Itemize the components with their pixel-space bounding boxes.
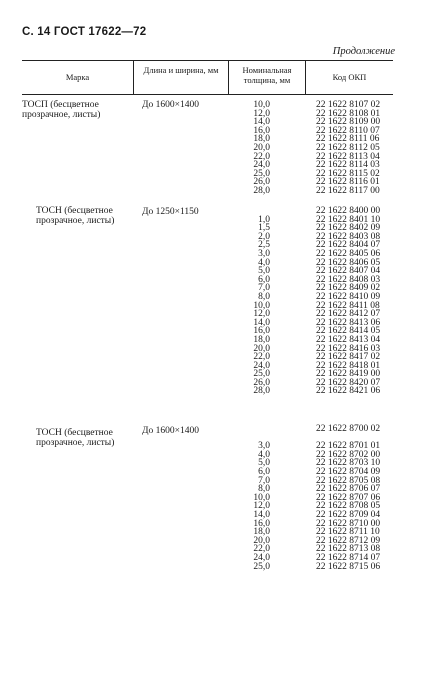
thickness-cell: 24,0: [253, 360, 270, 371]
okp-code-cell: 22 1622 8713 08: [316, 544, 381, 555]
okp-code-cell: 22 1622 8111 06: [316, 134, 380, 145]
okp-code-cell: 22 1622 8113 04: [316, 151, 380, 162]
okp-code-cell: 22 1622 8401 10: [316, 214, 381, 225]
thickness-cell: 12,0: [253, 309, 270, 320]
thickness-cell: 10,0: [253, 100, 270, 110]
okp-code-cell: 22 1622 8402 09: [316, 223, 381, 234]
thickness-cell: 14,0: [253, 117, 270, 128]
thickness-cell: 16,0: [253, 125, 270, 136]
okp-code-cell: 22 1622 8712 09: [316, 535, 381, 546]
col-divider-2: [228, 60, 229, 94]
thickness-cell: 18,0: [253, 334, 270, 345]
thickness-cell: 25,0: [253, 168, 270, 179]
okp-code-cell: 22 1622 8414 05: [316, 326, 381, 337]
thickness-cell: 3,0: [258, 441, 270, 452]
okp-code-cell: 22 1622 8704 09: [316, 466, 381, 477]
thickness-cell: 28,0: [253, 185, 270, 196]
thickness-cell: 14,0: [253, 509, 270, 520]
group-2-brand: ТОСН (бесцветное прозрачное, листы): [36, 206, 115, 226]
thickness-cell: 5,0: [258, 266, 270, 277]
table-top-rule: [22, 60, 393, 61]
okp-code-cell: 22 1622 8413 06: [316, 317, 381, 328]
table-row: [240, 387, 416, 396]
okp-code-cell: 22 1622 8703 10: [316, 458, 381, 469]
thickness-cell: 20,0: [253, 142, 270, 153]
col-header-thickness: Номинальная толщина, мм: [242, 65, 292, 85]
thickness-cell: 2,5: [258, 240, 270, 251]
thickness-cell: 1,0: [258, 214, 270, 225]
okp-code-cell: 22 1622 8107 02: [316, 100, 381, 110]
okp-code-cell: 22 1622 8707 06: [316, 492, 381, 503]
okp-code-cell: 22 1622 8706 07: [316, 484, 381, 495]
col-header-size: Длина и ширина, мм: [143, 65, 219, 75]
thickness-cell: 2,0: [258, 231, 270, 242]
thickness-cell: 10,0: [253, 492, 270, 503]
thickness-cell: 26,0: [253, 377, 270, 388]
thickness-cell: 16,0: [253, 518, 270, 529]
col-divider-1: [133, 60, 134, 94]
thickness-cell: 6,0: [258, 466, 270, 477]
table-row: [240, 563, 416, 572]
thickness-cell: 26,0: [253, 177, 270, 188]
okp-code-cell: 22 1622 8409 02: [316, 283, 381, 294]
okp-code-cell: 22 1622 8412 07: [316, 309, 381, 320]
thickness-cell: 22,0: [253, 352, 270, 363]
thickness-cell: 5,0: [258, 458, 270, 469]
thickness-cell: 12,0: [253, 108, 270, 119]
okp-code-cell: 22 1622 8411 08: [316, 300, 380, 311]
continuation-label: Продолжение: [332, 46, 395, 57]
okp-code-cell: 22 1622 8405 06: [316, 248, 381, 259]
group-3-brand: ТОСН (бесцветное прозрачное, листы): [36, 428, 115, 448]
thickness-cell: 24,0: [253, 160, 270, 171]
thickness-cell: 7,0: [258, 475, 270, 486]
okp-code-cell: 22 1622 8404 07: [316, 240, 381, 251]
thickness-cell: 1,5: [258, 223, 270, 234]
thickness-cell: 25,0: [253, 561, 270, 572]
thickness-cell: 12,0: [253, 501, 270, 512]
table-row: [240, 187, 416, 196]
okp-code-cell: 22 1622 8403 08: [316, 231, 381, 242]
group-1-size: До 1600×1400: [142, 100, 199, 110]
thickness-cell: 16,0: [253, 326, 270, 337]
thickness-cell: 20,0: [253, 535, 270, 546]
okp-code-cell: 22 1622 8110 07: [316, 125, 380, 136]
thickness-cell: 18,0: [253, 134, 270, 145]
thickness-cell: 20,0: [253, 343, 270, 354]
thickness-cell: 18,0: [253, 527, 270, 538]
okp-code-cell: 22 1622 8705 08: [316, 475, 381, 486]
okp-code-cell: 22 1622 8408 03: [316, 274, 381, 285]
okp-code-cell: 22 1622 8701 01: [316, 441, 381, 452]
okp-code-cell: 22 1622 8700 02: [316, 424, 381, 434]
okp-code-cell: 22 1622 8702 00: [316, 449, 381, 460]
okp-code-cell: 22 1622 8400 00: [316, 206, 381, 216]
okp-code-cell: 22 1622 8715 06: [316, 561, 381, 572]
okp-code-cell: 22 1622 8116 01: [316, 177, 380, 188]
group-3-rows: [240, 425, 416, 571]
okp-code-cell: 22 1622 8410 09: [316, 291, 381, 302]
okp-code-cell: 22 1622 8114 03: [316, 160, 380, 171]
okp-code-cell: 22 1622 8420 07: [316, 377, 381, 388]
okp-code-cell: 22 1622 8406 05: [316, 257, 381, 268]
thickness-cell: 28,0: [253, 386, 270, 397]
group-1-rows: [240, 101, 416, 196]
okp-code-cell: 22 1622 8108 01: [316, 108, 381, 119]
okp-code-cell: 22 1622 8419 00: [316, 369, 381, 380]
okp-code-cell: 22 1622 8708 05: [316, 501, 381, 512]
thickness-cell: 24,0: [253, 552, 270, 563]
page-header: С. 14 ГОСТ 17622—72: [22, 26, 147, 38]
col-header-okp: Код ОКП: [332, 72, 367, 82]
okp-code-cell: 22 1622 8417 02: [316, 352, 381, 363]
table-row: [240, 425, 416, 434]
thickness-cell: 8,0: [258, 291, 270, 302]
group-2-rows: [240, 207, 416, 396]
okp-code-cell: 22 1622 8714 07: [316, 552, 381, 563]
okp-code-cell: 22 1622 8413 04: [316, 334, 381, 345]
thickness-cell: 10,0: [253, 300, 270, 311]
group-3-size: До 1600×1400: [142, 426, 199, 436]
okp-code-cell: 22 1622 8711 10: [316, 527, 380, 538]
group-1-brand: ТОСП (бесцветное прозрачное, листы): [22, 100, 101, 120]
thickness-cell: 7,0: [258, 283, 270, 294]
okp-code-cell: 22 1622 8112 05: [316, 142, 380, 153]
thickness-cell: [240, 425, 270, 434]
okp-code-cell: 22 1622 8407 04: [316, 266, 381, 277]
thickness-cell: 6,0: [258, 274, 270, 285]
okp-code-cell: 22 1622 8416 03: [316, 343, 381, 354]
thickness-cell: 25,0: [253, 369, 270, 380]
okp-code-cell: 22 1622 8709 04: [316, 509, 381, 520]
thickness-cell: 3,0: [258, 248, 270, 259]
thickness-cell: 4,0: [258, 257, 270, 268]
okp-code-cell: 22 1622 8115 02: [316, 168, 380, 179]
thickness-cell: 4,0: [258, 449, 270, 460]
thickness-cell: 14,0: [253, 317, 270, 328]
okp-code-cell: 22 1622 8421 06: [316, 386, 381, 397]
okp-code-cell: 22 1622 8117 00: [316, 185, 380, 196]
thickness-cell: 22,0: [253, 151, 270, 162]
okp-code-cell: 22 1622 8418 01: [316, 360, 381, 371]
okp-code-cell: 22 1622 8710 00: [316, 518, 381, 529]
thickness-cell: 8,0: [258, 484, 270, 495]
group-2-size: До 1250×1150: [142, 207, 199, 217]
thickness-cell: 22,0: [253, 544, 270, 555]
okp-code-cell: 22 1622 8109 00: [316, 117, 381, 128]
table-header-bottom-rule: [22, 94, 393, 95]
col-header-brand: Марка: [65, 72, 90, 82]
